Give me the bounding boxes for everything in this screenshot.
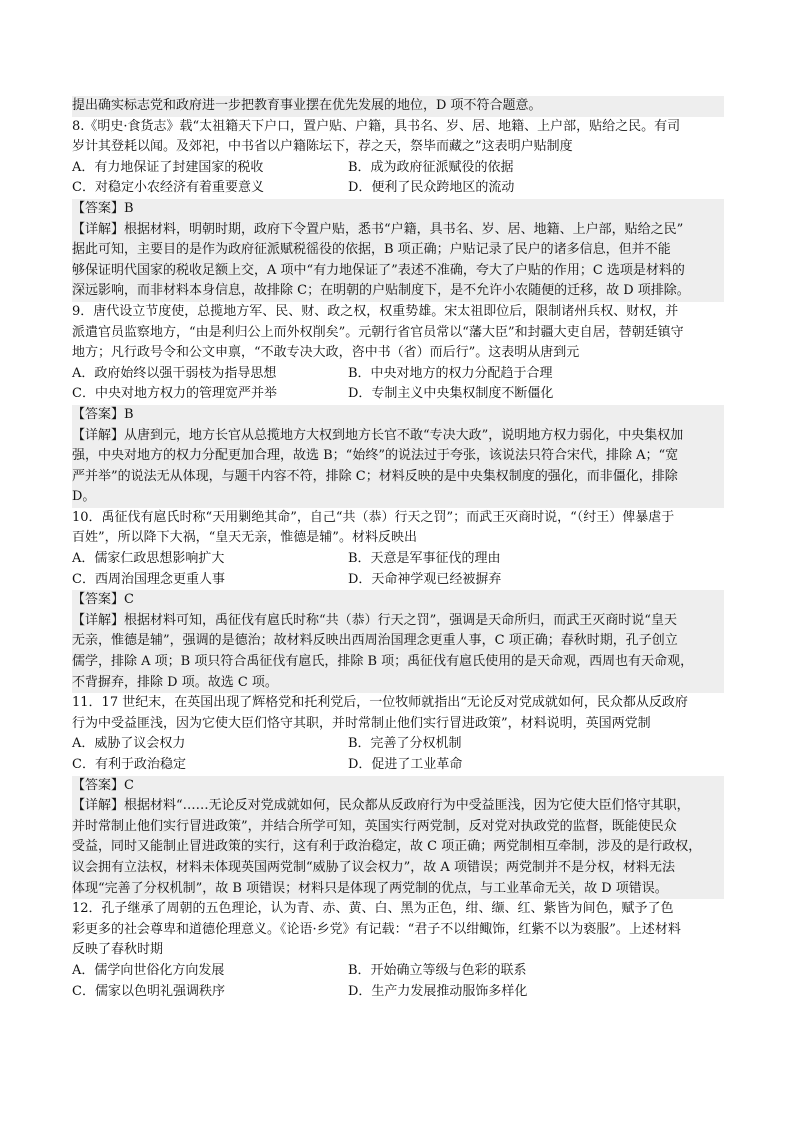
option-d: D．促进了工业革命 <box>348 757 463 772</box>
options-row <box>72 158 724 179</box>
options-row <box>72 982 724 1003</box>
options-row <box>72 734 724 755</box>
option-c: C．有利于政治稳定 <box>72 757 186 772</box>
option-b: B．中央对地方的权力分配趋于合理 <box>348 365 553 381</box>
option-c: C．儒家以色明礼强调秩序 <box>72 983 225 999</box>
question-stem-line: 9．唐代设立节度使，总揽地方军、民、财、政之权，权重势雄。宋太祖即位后，限制诸州兵权、财权，并 <box>72 303 679 319</box>
explanation-line: D。 <box>72 487 724 508</box>
option-a: A．威胁了议会权力 <box>72 736 186 752</box>
answer-line: 【答案】C <box>72 590 724 611</box>
document-page <box>72 96 724 1002</box>
option-d: D．天命神学观已经被摒弃 <box>348 571 502 587</box>
option-b: B．成为政府征派赋役的依据 <box>348 159 514 175</box>
options-row <box>72 549 724 570</box>
explanation-line: 【详解】根据材料可知，禹征伐有扈氏时称“共（恭）行天之罚”，强调是天命所归，而武王灭商时说“皇天 <box>72 611 724 632</box>
option-c: C．西周治国理念更重人事 <box>72 571 225 587</box>
explanation-line: 并时常制止他们实行冒进政策”，并结合所学可知，英国实行两党制，反对党对执政党的监督，既能使民众 <box>72 817 724 838</box>
options-row <box>72 570 724 591</box>
options-row <box>72 384 724 405</box>
option-d: D．便利了民众跨地区的流动 <box>348 180 515 196</box>
option-d: D．生产力发展推动服饰多样化 <box>348 983 528 999</box>
option-c: C．对稳定小农经济有着重要意义 <box>72 180 264 196</box>
option-a: A．儒学向世俗化方向发展 <box>72 962 225 978</box>
question-stem-line: 彩更多的社会尊卑和道德伦理意义。《论语·乡党》有记载：“君子不以绀鲰饰，红紫不以为亵服”。上述材料 <box>72 921 681 937</box>
question-stem-line: 12．孔子继承了周朝的五色理论，认为青、赤、黄、白、黑为正色，绀、缬、红、紫皆为间色，赋予了色 <box>72 901 674 917</box>
option-a: A．有力地保证了封建国家的税收 <box>72 159 264 175</box>
options-row <box>72 178 724 199</box>
option-b: B．开始确立等级与色彩的联系 <box>348 962 527 978</box>
intro-line: 提出确实标志党和政府进一步把教育事业摆在优先发展的地位，D 项不符合题意。 <box>72 96 724 117</box>
explanation-line: 儒学，排除 A 项；B 项只符合禹征伐有扈氏，排除 B 项；禹征伐有扈氏使用的是天命观，西周也有天命观， <box>72 652 724 673</box>
explanation-line: 【详解】根据材料“……无论反对党成就如何，民众都从反政府行为中受益匪浅，因为它使大臣们恪守其职， <box>72 796 724 817</box>
question-stem-line: 反映了春秋时期 <box>72 942 164 958</box>
option-c: C．中央对地方权力的管理宽严并举 <box>72 386 277 402</box>
option-b: B．完善了分权机制 <box>348 736 462 752</box>
explanation-line: 【详解】从唐到元，地方长官从总揽地方大权到地方长官不敢“专决大政”，说明地方权力弱化，中央集权加 <box>72 426 724 447</box>
question-stem-line: 岁计其登耗以闻。及郊祀，中书省以户籍陈坛下，荐之天，祭毕而藏之”这表明户贴制度 <box>72 139 573 155</box>
question-8 <box>72 117 724 302</box>
question-stem-line: 行为中受益匪浅，因为它使大臣们恪守其职，并时常制止他们实行冒进政策”，材料说明，英国两党制 <box>72 715 651 731</box>
question-12 <box>72 899 724 1002</box>
explanation-line: 强，中央对地方的权力分配更加合理，故选 B；“始终”的说法过于夸张，该说法只符合宋代，排除 A；“宽 <box>72 446 724 467</box>
question-stem-line: 10．禹征伐有扈氏时称“天用剿绝其命”，自己“共（恭）行天之罚”；而武王灭商时说，“（纣王）俾暴虐于 <box>72 509 675 525</box>
question-stem-line: 8.《明史·食货志》载“太祖籍天下户口，置户贴、户籍，具书名、岁、居、地籍、上户部，贴给之民。有司 <box>72 118 681 134</box>
explanation-line: 够保证明代国家的税收足额上交，A 项中“有力地保证了”表述不准确，夸大了户贴的作用；C 选项是材料的 <box>72 261 724 282</box>
question-stem-line: 百姓”，所以降下大祸，“皇天无亲，惟德是辅”。材料反映出 <box>72 530 417 546</box>
options-row <box>72 755 724 776</box>
explanation-line: 体现“完善了分权机制”，故 B 项错误；材料只是体现了两党制的优点，与工业革命无关，故 D 项错误。 <box>72 879 724 900</box>
question-11 <box>72 693 724 899</box>
explanation-line: 无亲，惟德是辅”，强调的是德治；故材料反映出西周治国理念更重人事，C 项正确；春秋时期，孔子创立 <box>72 631 724 652</box>
explanation-line: 严并举”的说法无从体现，与题干内容不符，排除 C；材料反映的是中央集权制度的强化，而非僵化，排除 <box>72 467 724 488</box>
question-10 <box>72 508 724 693</box>
option-d: D．专制主义中央集权制度不断僵化 <box>348 386 554 402</box>
question-stem-line: 派遣官员监察地方，“由是利归公上而外权削矣”。元朝行省官员常以“藩大臣”和封疆大吏自居，替朝廷镇守 <box>72 324 684 340</box>
explanation-line: 【详解】根据材料，明朝时期，政府下令置户贴，悉书“户籍，具书名、岁、居、地籍、上户部，贴给之民” <box>72 220 724 241</box>
explanation-line: 议会拥有立法权，材料未体现英国两党制“威胁了议会权力”，故 A 项错误；两党制并不是分权，材料无法 <box>72 858 724 879</box>
option-a: A．儒家仁政思想影响扩大 <box>72 551 225 567</box>
question-9 <box>72 302 724 508</box>
explanation-line: 不背摒弃，排除 D 项。故选 C 项。 <box>72 673 724 694</box>
explanation-line: 受益，同时又能制止冒进政策的实行，这有利于政治稳定，故 C 项正确；两党制相互牵制，涉及的是行政权， <box>72 837 724 858</box>
answer-line: 【答案】B <box>72 405 724 426</box>
option-b: B．天意是军事征伐的理由 <box>348 551 501 567</box>
options-row <box>72 961 724 982</box>
explanation-line: 深远影响，而非材料本身信息，故排除 C；在明朝的户贴制度下，是不允许小农随便的迁移，故 D 项排除。 <box>72 281 724 302</box>
option-a: A．政府始终以强干弱枝为指导思想 <box>72 365 277 381</box>
question-stem-line: 地方；凡行政号令和公文申禀，“不敢专决大政，咨中书（省）而后行”。这表明从唐到元 <box>72 345 580 361</box>
options-row <box>72 364 724 385</box>
explanation-line: 据此可知，主要目的是作为政府征派赋税徭役的依据，B 项正确；户贴记录了民户的诸多信息，但并不能 <box>72 240 724 261</box>
answer-line: 【答案】B <box>72 199 724 220</box>
question-stem-line: 11．17 世纪末，在英国出现了辉格党和托利党后，一位牧师就指出“无论反对党成就如何，民众都从反政府 <box>72 695 688 711</box>
answer-line: 【答案】C <box>72 776 724 797</box>
